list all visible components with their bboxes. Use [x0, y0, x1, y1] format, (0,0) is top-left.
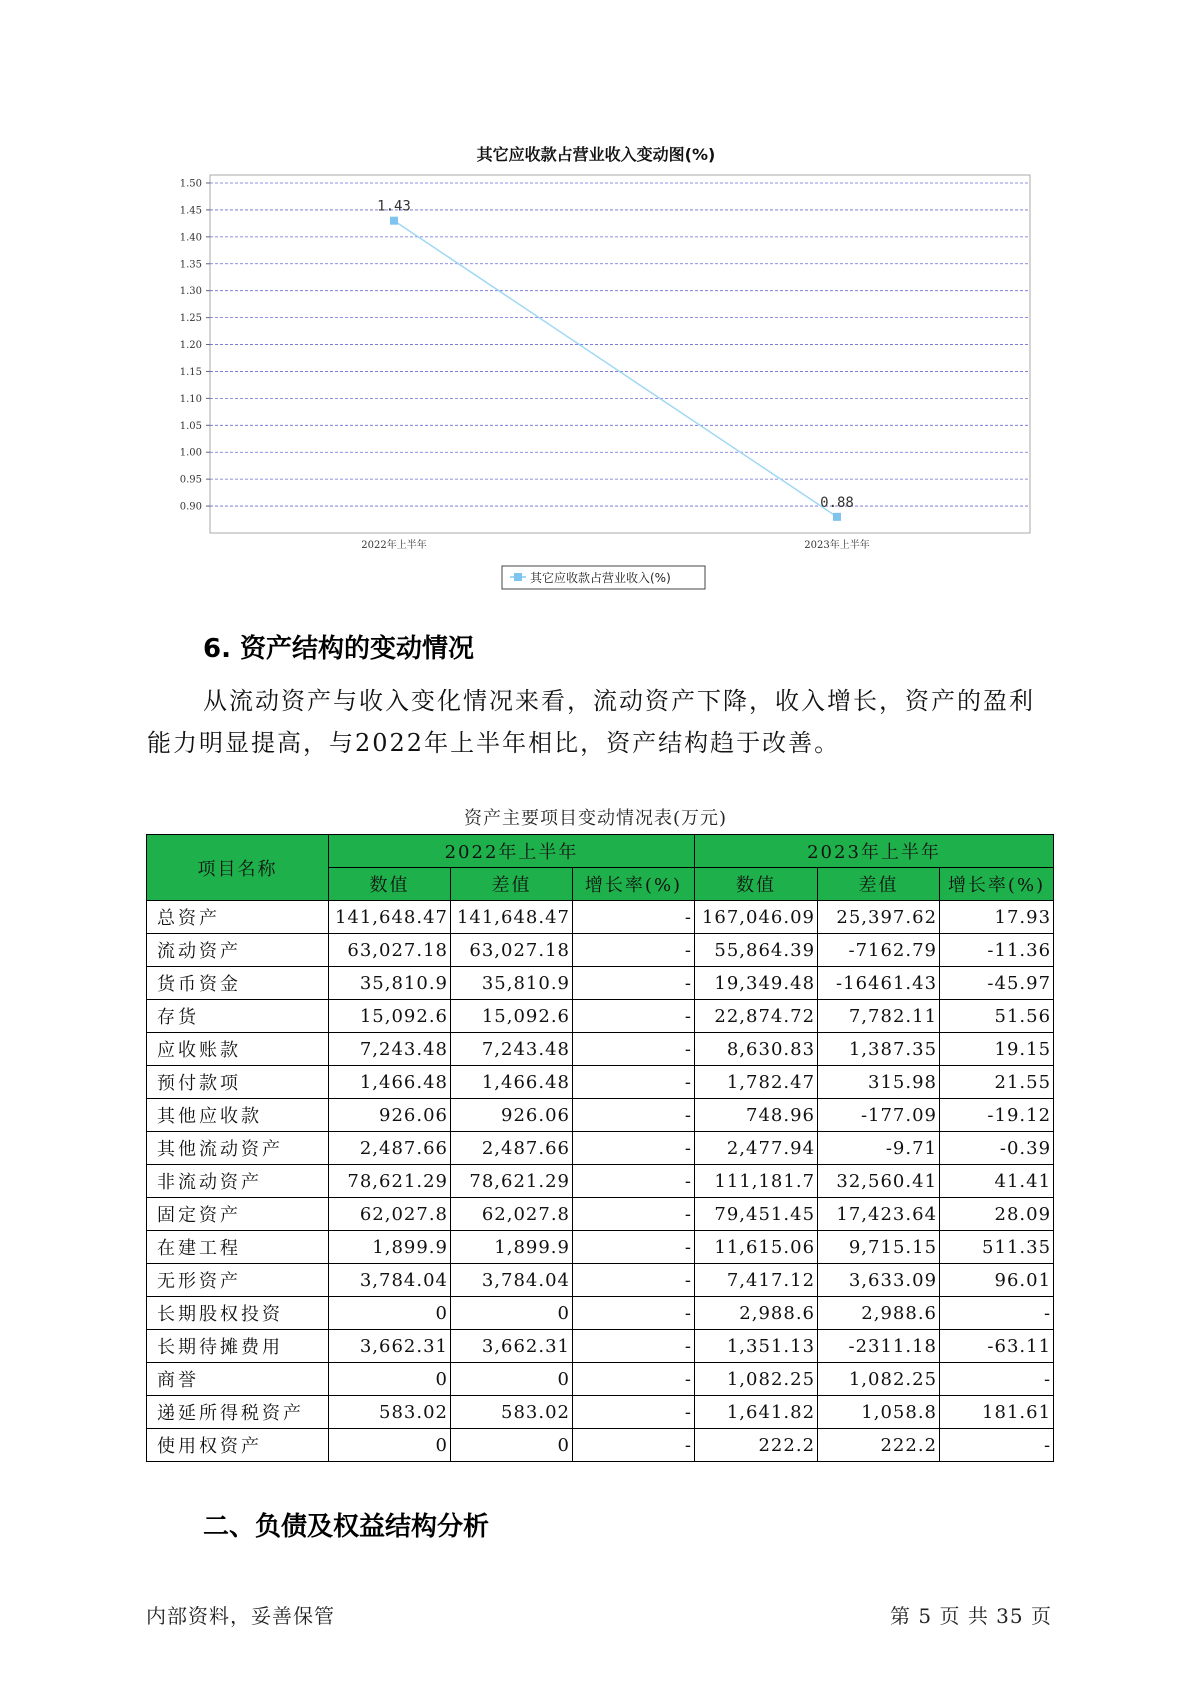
cell-diff-2023: 7,782.11 [818, 1000, 940, 1033]
x-axis-ticks [361, 538, 869, 551]
cell-diff-2023: -9.71 [818, 1132, 940, 1165]
cell-value-2023: 2,988.6 [695, 1297, 818, 1330]
cell-item: 长期待摊费用 [147, 1330, 329, 1363]
cell-diff-2022: 15,092.6 [451, 1000, 573, 1033]
cell-rate-2023: 511.35 [940, 1231, 1054, 1264]
header-value-2022: 数值 [329, 868, 451, 901]
cell-rate-2022: - [573, 1099, 695, 1132]
cell-rate-2022: - [573, 1066, 695, 1099]
legend-label: 其它应收款占营业收入(%) [530, 571, 671, 585]
cell-rate-2023: - [940, 1297, 1054, 1330]
cell-value-2023: 748.96 [695, 1099, 818, 1132]
cell-value-2023: 7,417.12 [695, 1264, 818, 1297]
cell-rate-2022: - [573, 967, 695, 1000]
table-row [147, 1099, 1054, 1132]
legend-marker [514, 573, 522, 581]
table-row [147, 934, 1054, 967]
cell-diff-2023: 1,058.8 [818, 1396, 940, 1429]
cell-diff-2022: 63,027.18 [451, 934, 573, 967]
series-line [394, 221, 837, 517]
footer-page-number: 第 5 页 共 35 页 [890, 1604, 1052, 1628]
cell-rate-2023: - [940, 1363, 1054, 1396]
cell-diff-2023: -7162.79 [818, 934, 940, 967]
cell-value-2022: 3,784.04 [329, 1264, 451, 1297]
cell-item: 使用权资产 [147, 1429, 329, 1462]
table-row [147, 901, 1054, 934]
assets-table [146, 834, 1054, 1462]
cell-value-2022: 926.06 [329, 1099, 451, 1132]
y-tick-label: 1.45 [179, 205, 202, 217]
cell-item: 其他流动资产 [147, 1132, 329, 1165]
cell-item: 货币资金 [147, 967, 329, 1000]
header-rate-2022: 增长率(%) [573, 868, 695, 901]
line-chart [0, 0, 1191, 600]
cell-rate-2023: 96.01 [940, 1264, 1054, 1297]
y-tick-label: 1.25 [179, 313, 202, 325]
cell-value-2023: 1,641.82 [695, 1396, 818, 1429]
cell-diff-2022: 7,243.48 [451, 1033, 573, 1066]
table-row [147, 1264, 1054, 1297]
cell-rate-2022: - [573, 1000, 695, 1033]
cell-item: 在建工程 [147, 1231, 329, 1264]
y-tick-label: 1.35 [179, 259, 202, 271]
cell-rate-2022: - [573, 1033, 695, 1066]
cell-diff-2022: 1,466.48 [451, 1066, 573, 1099]
x-tick-label: 2022年上半年 [361, 540, 427, 551]
cell-rate-2022: - [573, 1396, 695, 1429]
table-row [147, 1297, 1054, 1330]
cell-rate-2022: - [573, 1297, 695, 1330]
cell-rate-2022: - [573, 1231, 695, 1264]
cell-value-2023: 22,874.72 [695, 1000, 818, 1033]
cell-value-2023: 1,082.25 [695, 1363, 818, 1396]
table-row [147, 1165, 1054, 1198]
table-row [147, 1429, 1054, 1462]
cell-item: 存货 [147, 1000, 329, 1033]
cell-value-2023: 55,864.39 [695, 934, 818, 967]
cell-value-2022: 1,899.9 [329, 1231, 451, 1264]
cell-diff-2022: 583.02 [451, 1396, 573, 1429]
cell-diff-2022: 141,648.47 [451, 901, 573, 934]
table-row [147, 1033, 1054, 1066]
cell-rate-2023: 19.15 [940, 1033, 1054, 1066]
header-diff-2022: 差值 [451, 868, 573, 901]
table-row [147, 1132, 1054, 1165]
cell-diff-2022: 926.06 [451, 1099, 573, 1132]
cell-rate-2022: - [573, 1132, 695, 1165]
data-point [833, 513, 841, 521]
cell-diff-2022: 0 [451, 1363, 573, 1396]
cell-diff-2022: 0 [451, 1297, 573, 1330]
y-tick-label: 1.10 [179, 393, 202, 405]
cell-value-2023: 2,477.94 [695, 1132, 818, 1165]
cell-rate-2023: 51.56 [940, 1000, 1054, 1033]
cell-rate-2022: - [573, 1429, 695, 1462]
cell-diff-2022: 35,810.9 [451, 967, 573, 1000]
y-tick-label: 0.90 [179, 501, 202, 513]
header-period-2022: 2022年上半年 [329, 835, 695, 868]
cell-diff-2022: 3,662.31 [451, 1330, 573, 1363]
cell-item: 应收账款 [147, 1033, 329, 1066]
cell-value-2022: 3,662.31 [329, 1330, 451, 1363]
legend [502, 566, 705, 589]
data-label: 0.88 [820, 494, 854, 511]
cell-rate-2023: 41.41 [940, 1165, 1054, 1198]
section-paragraph: 从流动资产与收入变化情况来看，流动资产下降，收入增长，资产的盈利能力明显提高，与2022年上半年相比，资产结构趋于改善。 [147, 687, 1035, 757]
cell-rate-2023: - [940, 1429, 1054, 1462]
y-tick-label: 0.95 [179, 474, 202, 486]
y-tick-label: 1.50 [179, 178, 202, 190]
header-value-2023: 数值 [695, 868, 818, 901]
cell-item: 无形资产 [147, 1264, 329, 1297]
cell-diff-2023: 315.98 [818, 1066, 940, 1099]
table-row [147, 1363, 1054, 1396]
cell-diff-2023: 1,387.35 [818, 1033, 940, 1066]
cell-value-2022: 35,810.9 [329, 967, 451, 1000]
cell-value-2022: 0 [329, 1363, 451, 1396]
cell-value-2022: 2,487.66 [329, 1132, 451, 1165]
chart-title: 其它应收款占营业收入变动图(%) [476, 145, 716, 164]
cell-rate-2023: -0.39 [940, 1132, 1054, 1165]
x-tick-label: 2023年上半年 [804, 540, 870, 551]
cell-rate-2023: 21.55 [940, 1066, 1054, 1099]
cell-diff-2023: -16461.43 [818, 967, 940, 1000]
cell-value-2022: 78,621.29 [329, 1165, 451, 1198]
cell-rate-2023: 181.61 [940, 1396, 1054, 1429]
cell-value-2022: 0 [329, 1297, 451, 1330]
table-row [147, 1330, 1054, 1363]
header-period-2023: 2023年上半年 [695, 835, 1054, 868]
cell-rate-2023: -45.97 [940, 967, 1054, 1000]
cell-value-2023: 167,046.09 [695, 901, 818, 934]
cell-value-2023: 111,181.7 [695, 1165, 818, 1198]
cell-diff-2022: 78,621.29 [451, 1165, 573, 1198]
cell-value-2022: 15,092.6 [329, 1000, 451, 1033]
footer-confidential-note: 内部资料，妥善保管 [146, 1604, 335, 1628]
cell-rate-2023: -11.36 [940, 934, 1054, 967]
cell-rate-2022: - [573, 1198, 695, 1231]
cell-value-2022: 0 [329, 1429, 451, 1462]
section-heading-asset-structure: 6. 资产结构的变动情况 [203, 634, 475, 664]
cell-diff-2023: 1,082.25 [818, 1363, 940, 1396]
cell-value-2023: 222.2 [695, 1429, 818, 1462]
table-caption: 资产主要项目变动情况表(万元) [463, 808, 728, 829]
cell-item: 长期股权投资 [147, 1297, 329, 1330]
cell-item: 预付款项 [147, 1066, 329, 1099]
cell-rate-2023: 17.93 [940, 901, 1054, 934]
cell-rate-2023: -63.11 [940, 1330, 1054, 1363]
cell-diff-2022: 0 [451, 1429, 573, 1462]
cell-item: 其他应收款 [147, 1099, 329, 1132]
cell-diff-2022: 2,487.66 [451, 1132, 573, 1165]
cell-diff-2023: -2311.18 [818, 1330, 940, 1363]
cell-diff-2023: -177.09 [818, 1099, 940, 1132]
cell-value-2023: 79,451.45 [695, 1198, 818, 1231]
cell-value-2023: 11,615.06 [695, 1231, 818, 1264]
data-label: 1.43 [377, 198, 411, 215]
cell-value-2022: 63,027.18 [329, 934, 451, 967]
cell-value-2023: 1,351.13 [695, 1330, 818, 1363]
cell-value-2022: 7,243.48 [329, 1033, 451, 1066]
table-body [147, 901, 1054, 1462]
chart-svg [0, 0, 1191, 600]
cell-item: 总资产 [147, 901, 329, 934]
cell-diff-2023: 17,423.64 [818, 1198, 940, 1231]
section-heading-liabilities: 二、负债及权益结构分析 [203, 1512, 490, 1542]
header-diff-2023: 差值 [818, 868, 940, 901]
cell-item: 非流动资产 [147, 1165, 329, 1198]
cell-diff-2023: 9,715.15 [818, 1231, 940, 1264]
table-row [147, 967, 1054, 1000]
cell-value-2022: 583.02 [329, 1396, 451, 1429]
header-item-name: 项目名称 [147, 835, 329, 901]
cell-item: 商誉 [147, 1363, 329, 1396]
cell-rate-2022: - [573, 1264, 695, 1297]
cell-value-2023: 19,349.48 [695, 967, 818, 1000]
data-point [390, 217, 398, 225]
table-row [147, 1231, 1054, 1264]
table-row [147, 1396, 1054, 1429]
y-tick-label: 1.05 [179, 420, 202, 432]
cell-diff-2023: 32,560.41 [818, 1165, 940, 1198]
cell-diff-2022: 3,784.04 [451, 1264, 573, 1297]
cell-diff-2023: 25,397.62 [818, 901, 940, 934]
cell-rate-2022: - [573, 1165, 695, 1198]
cell-value-2023: 8,630.83 [695, 1033, 818, 1066]
cell-rate-2023: -19.12 [940, 1099, 1054, 1132]
y-tick-label: 1.40 [179, 232, 202, 244]
cell-value-2022: 1,466.48 [329, 1066, 451, 1099]
y-axis-ticks [180, 179, 210, 513]
header-rate-2023: 增长率(%) [940, 868, 1054, 901]
cell-rate-2022: - [573, 1363, 695, 1396]
grid-lines [210, 183, 1030, 506]
cell-item: 递延所得税资产 [147, 1396, 329, 1429]
cell-rate-2022: - [573, 1330, 695, 1363]
cell-rate-2022: - [573, 934, 695, 967]
cell-diff-2022: 1,899.9 [451, 1231, 573, 1264]
table-row [147, 1198, 1054, 1231]
cell-rate-2022: - [573, 901, 695, 934]
cell-value-2022: 141,648.47 [329, 901, 451, 934]
cell-rate-2023: 28.09 [940, 1198, 1054, 1231]
y-tick-label: 1.00 [179, 447, 202, 459]
y-tick-label: 1.15 [179, 366, 202, 378]
cell-diff-2023: 2,988.6 [818, 1297, 940, 1330]
table-row [147, 1066, 1054, 1099]
cell-diff-2022: 62,027.8 [451, 1198, 573, 1231]
series-layer [377, 199, 854, 521]
y-tick-label: 1.30 [179, 286, 202, 298]
cell-diff-2023: 222.2 [818, 1429, 940, 1462]
cell-value-2023: 1,782.47 [695, 1066, 818, 1099]
cell-item: 固定资产 [147, 1198, 329, 1231]
cell-diff-2023: 3,633.09 [818, 1264, 940, 1297]
table-row [147, 1000, 1054, 1033]
y-tick-label: 1.20 [179, 340, 202, 352]
cell-item: 流动资产 [147, 934, 329, 967]
cell-value-2022: 62,027.8 [329, 1198, 451, 1231]
